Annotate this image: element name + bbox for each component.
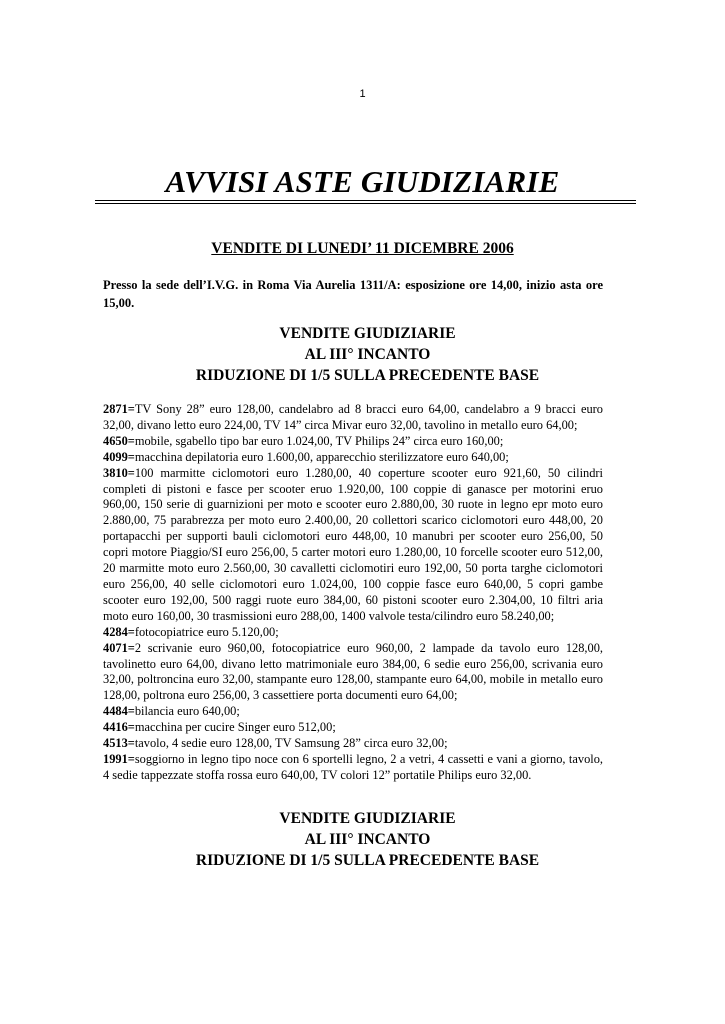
lot-number: 4416 xyxy=(103,720,128,735)
lot-description: mobile, sgabello tipo bar euro 1.024,00, TV Philips 24” circa euro 160,00; xyxy=(134,433,504,448)
lot-number: 2871 xyxy=(103,402,128,416)
lot-list xyxy=(103,402,603,784)
lot-description: tavolo, 4 sedie euro 128,00, TV Samsung 28” circa euro 32,00; xyxy=(134,736,448,751)
lot-description: macchina per cucire Singer euro 512,00; xyxy=(134,720,336,735)
document-title: AVVISI ASTE GIUDIZIARIE xyxy=(165,164,560,199)
lot-description: soggiorno in legno tipo noce con 6 sportelli legno, 2 a vetri, 4 cassetti e vani a giorno, tavolo, 4 sedie tappezzate stoffa rossa euro 640,00, TV colori 12” portatile Philips euro 32,00. xyxy=(103,751,603,782)
lot-number: 3810 xyxy=(103,465,128,480)
lot-item: 2871=TV Sony 28” euro 128,00, candelabro ad 8 bracci euro 64,00, candelabro a 9 bracci euro 32,00, divano letto euro 224,00, TV 14” circa Mivar euro 32,00, tavolino in metallo euro 64,00; xyxy=(103,402,603,432)
auction-location-intro: Presso la sede dell’I.V.G. in Roma Via Aurelia 1311/A: esposizione ore 14,00, inizio asta ore 15,00. xyxy=(103,278,603,310)
lot-item: 3810=100 marmitte ciclomotori euro 1.280,00, 40 coperture scooter euro 921,60, 50 cilindri completi di pistoni e fasce per scooter eruo 1.920,00, 100 coppie di ganasce per motorini eruo 960,00, 150 serie di guarnizioni per moto e scooter euro 2.880,00, 30 ruote in legno epr moto euro 2.880,00, 75 parabrezza per moto euro 2.400,00, 20 collettori scarico ciclomotori euro 448,00, 20 portapacchi per supporti bauli ciclomotori euro 448,00, 10 manubri per scooter euro 256,00, 50 copri motore Piaggio/SI euro 256,00, 5 carter motori euro 1.280,00, 10 forcelle scooter euro 512,00, 20 marmitte moto euro 2.560,00, 30 cavalletti ciclomotiri euro 192,00, 50 porta targhe ciclomotori euro 256,00, 40 selle ciclomotori euro 1.024,00, 100 coppie fasce euro 640,00, 5 copri gambe scooter euro 192,00, 500 raggi ruote euro 384,00, 60 pistoni scooter euro 2.304,00, 10 filtri aria moto euro 160,00, 30 trasmissioni euro 288,00, 1400 valvole testa/cilindro euro 58.240,00; xyxy=(103,465,603,623)
section-heading-line: AL III° INCANTO xyxy=(304,346,431,363)
section-heading-1 xyxy=(0,323,725,386)
lot-item: 4099=macchina depilatoria euro 1.600,00, apparecchio sterilizzatore euro 640,00; xyxy=(103,449,509,464)
lot-item: 4484=bilancia euro 640,00; xyxy=(103,704,240,719)
lot-description: TV Sony 28” euro 128,00, candelabro ad 8 bracci euro 64,00, candelabro a 9 bracci euro 32,00, divano letto euro 224,00, TV 14” circa Mivar euro 32,00, tavolino in metallo euro 64,00; xyxy=(103,402,603,432)
section-heading-line: RIDUZIONE DI 1/5 SULLA PRECEDENTE BASE xyxy=(195,367,540,384)
lot-number: 4484 xyxy=(103,704,128,719)
lot-description: macchina depilatoria euro 1.600,00, apparecchio sterilizzatore euro 640,00; xyxy=(134,449,509,464)
title-double-rule xyxy=(95,200,636,204)
lot-number: 4513 xyxy=(103,736,128,751)
section-heading-line: VENDITE GIUDIZIARIE xyxy=(279,325,456,342)
lot-description: fotocopiatrice euro 5.120,00; xyxy=(134,624,279,639)
lot-number: 4071 xyxy=(103,640,128,655)
section-heading-2 xyxy=(0,808,725,871)
lot-item: 4650=mobile, sgabello tipo bar euro 1.024,00, TV Philips 24” circa euro 160,00; xyxy=(103,433,504,448)
lot-number: 4099 xyxy=(103,449,128,464)
page-number: 1 xyxy=(359,88,366,100)
lot-number: 4650 xyxy=(103,433,128,448)
lot-item: 4416=macchina per cucire Singer euro 512,00; xyxy=(103,720,336,735)
lot-item: 4284=fotocopiatrice euro 5.120,00; xyxy=(103,624,279,639)
sale-date-heading: VENDITE DI LUNEDI’ 11 DICEMBRE 2006 xyxy=(211,240,514,257)
section-heading-line: AL III° INCANTO xyxy=(304,831,431,848)
lot-description: 100 marmitte ciclomotori euro 1.280,00, 40 coperture scooter euro 921,60, 50 cilindri completi di pistoni e fasce per scooter eruo 1.920,00, 100 coppie di ganasce per motorini eruo 960,00, 150 serie di guarnizioni per moto e scooter euro 2.880,00, 30 ruote in legno epr moto euro 2.880,00, 75 parabrezza per moto euro 2.400,00, 20 collettori scarico ciclomotori euro 448,00, 20 portapacchi per supporti bauli ciclomotori euro 448,00, 10 manubri per scooter euro 256,00, 50 copri motore Piaggio/SI euro 256,00, 5 carter motori euro 1.280,00, 10 forcelle scooter euro 512,00, 20 marmitte moto euro 2.560,00, 30 cavalletti ciclomotiri euro 192,00, 50 porta targhe ciclomotori euro 256,00, 40 selle ciclomotori euro 1.024,00, 100 coppie fasce euro 640,00, 5 copri gambe scooter euro 192,00, 500 raggi ruote euro 384,00, 60 pistoni scooter euro 2.304,00, 10 filtri aria moto euro 160,00, 30 trasmissioni euro 288,00, 1400 valvole testa/cilindro euro 58.240,00; xyxy=(103,465,603,623)
section-heading-line: RIDUZIONE DI 1/5 SULLA PRECEDENTE BASE xyxy=(195,852,540,869)
lot-item: 4513=tavolo, 4 sedie euro 128,00, TV Samsung 28” circa euro 32,00; xyxy=(103,736,448,751)
lot-number: 1991 xyxy=(103,751,128,766)
lot-number: 4284 xyxy=(103,624,128,639)
lot-description: bilancia euro 640,00; xyxy=(134,704,240,719)
lot-item: 1991=soggiorno in legno tipo noce con 6 sportelli legno, 2 a vetri, 4 cassetti e vani a giorno, tavolo, 4 sedie tappezzate stoffa rossa euro 640,00, TV colori 12” portatile Philips euro 32,00. xyxy=(103,751,603,782)
lot-item: 4071=2 scrivanie euro 960,00, fotocopiatrice euro 960,00, 2 lampade da tavolo euro 128,00, tavolinetto euro 64,00, divano letto matrimoniale euro 384,00, 6 sedie euro 256,00, scrivania euro 32,00, poltroncina euro 32,00, stampante euro 128,00, stampante euro 64,00, mobile in metallo euro 128,00, poltrona euro 256,00, 3 cassettiere porta documenti euro 64,00; xyxy=(103,640,603,703)
lot-description: 2 scrivanie euro 960,00, fotocopiatrice euro 960,00, 2 lampade da tavolo euro 128,00, tavolinetto euro 64,00, divano letto matrimoniale euro 384,00, 6 sedie euro 256,00, scrivania euro 32,00, poltroncina euro 32,00, stampante euro 128,00, stampante euro 64,00, mobile in metallo euro 128,00, poltrona euro 256,00, 3 cassettiere porta documenti euro 64,00; xyxy=(103,640,603,703)
section-heading-line: VENDITE GIUDIZIARIE xyxy=(279,810,456,827)
